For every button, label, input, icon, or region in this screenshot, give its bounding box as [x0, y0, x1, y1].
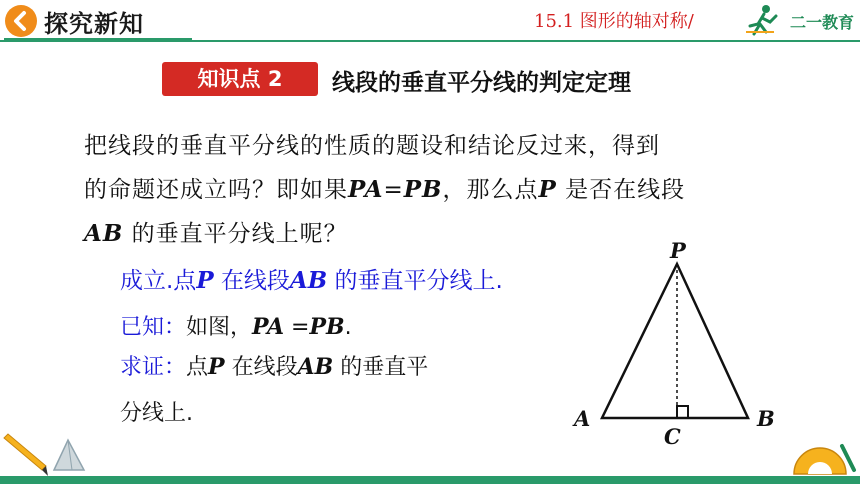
equals-sign: =	[383, 177, 404, 203]
segment-pa: PA	[348, 176, 384, 203]
header	[0, 0, 860, 44]
prove-text: 的垂直平	[333, 355, 429, 380]
prove-text: 点	[186, 355, 209, 380]
section-title: 探究新知	[44, 10, 144, 38]
prove-label: 求证：	[120, 355, 187, 380]
segment-pb: PB	[403, 176, 443, 203]
pencil-pyramid-decoration-icon	[2, 430, 92, 478]
segment-ab: AB	[84, 220, 124, 247]
question-line-1: 把线段的垂直平分线的性质的题设和结论反过来，得到	[84, 133, 660, 159]
point-p: P	[196, 267, 214, 294]
answer-text: 的垂直平分线上.	[327, 268, 503, 294]
segment-pa: PA	[252, 314, 285, 340]
label-b: B	[757, 406, 775, 431]
label-a: A	[574, 406, 591, 431]
period: .	[344, 315, 352, 340]
segment-pb: PB	[309, 314, 345, 340]
lesson-title: 15.1 图形的轴对称/	[534, 11, 694, 32]
question-line-2	[84, 168, 804, 212]
prove-line-2: 分线上.	[120, 401, 193, 426]
header-divider	[0, 40, 860, 42]
answer-text: 在线段	[213, 268, 290, 294]
brand-name: 二一教育	[790, 13, 855, 32]
point-p: P	[208, 354, 225, 380]
question-text: 的命题还成立吗？即如果	[84, 177, 348, 203]
knowledge-point-badge: 知识点 2	[162, 62, 318, 96]
section-logo-icon	[4, 4, 38, 38]
point-p: P	[538, 176, 557, 203]
knowledge-point-title: 线段的垂直平分线的判定定理	[332, 70, 631, 96]
question-text: 的垂直平分线上呢？	[123, 221, 348, 247]
protractor-decoration-icon	[790, 440, 858, 478]
triangle-pab	[602, 264, 748, 418]
given-line	[120, 310, 352, 341]
prove-line	[120, 350, 428, 381]
given-label: 已知：	[120, 315, 187, 340]
label-c: C	[664, 424, 681, 449]
question-text: ，那么点	[442, 177, 539, 203]
triangle-figure	[560, 230, 820, 450]
right-angle-mark	[677, 406, 688, 418]
segment-ab: AB	[297, 354, 334, 380]
label-p: P	[670, 238, 686, 263]
answer-line	[120, 262, 503, 295]
given-text: 如图，	[186, 315, 253, 340]
answer-text: 成立.点	[120, 268, 197, 294]
equals-sign: =	[284, 315, 310, 340]
segment-ab: AB	[289, 267, 328, 294]
bottom-bar	[0, 476, 860, 484]
prove-text: 在线段	[224, 355, 298, 380]
question-text: 是否在线段	[556, 177, 686, 203]
